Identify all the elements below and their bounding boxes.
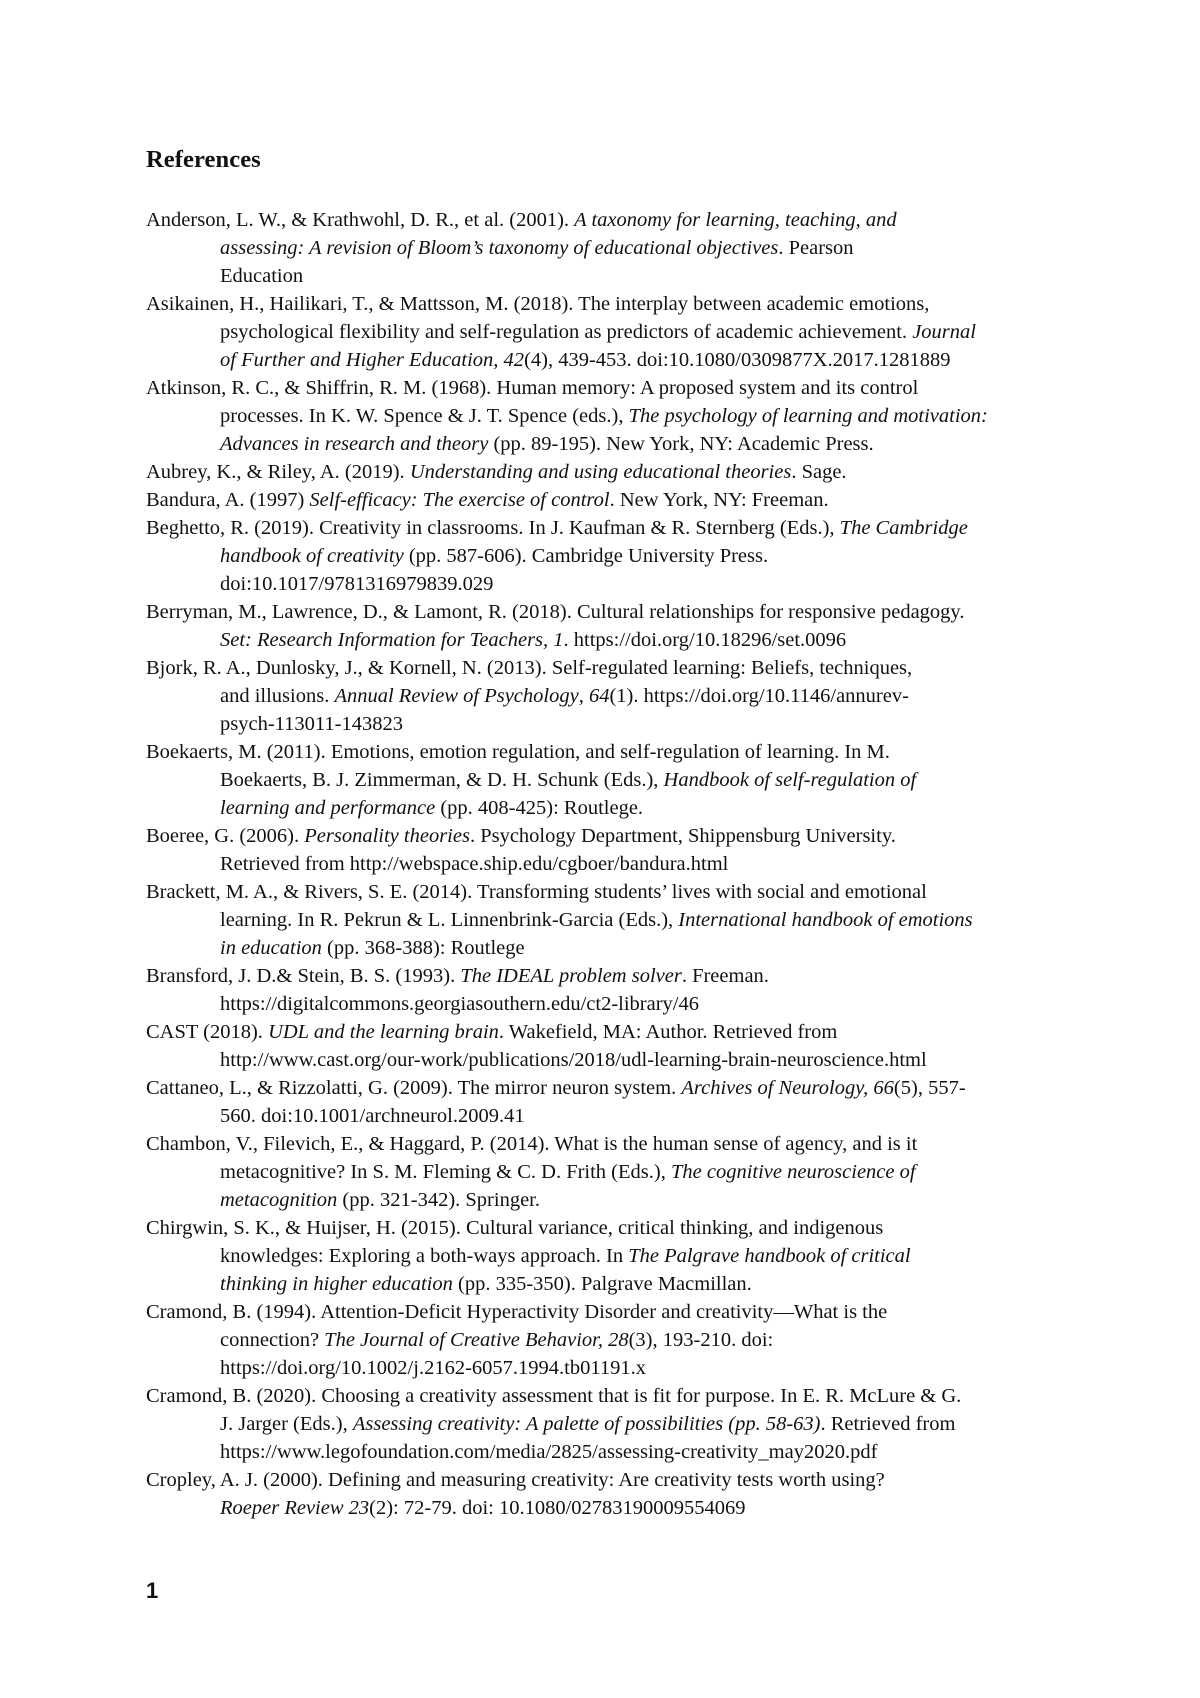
reference-entry <box>146 374 1126 458</box>
references-heading: References <box>146 146 261 173</box>
reference-line <box>220 1326 1126 1354</box>
text-run: . Freeman. <box>681 965 769 987</box>
reference-line <box>146 290 1126 318</box>
reference-entry <box>146 1382 1126 1466</box>
reference-entry <box>146 486 1126 514</box>
italic-text: Assessing creativity: A palette of possibilities (pp. 58-63) <box>352 1413 821 1435</box>
italic-text: handbook of creativity <box>220 545 404 567</box>
text-run: , <box>578 685 589 707</box>
italic-text: The psychology of learning and motivation: <box>628 405 988 427</box>
reference-line <box>146 1130 1126 1158</box>
text-run: https://doi.org/10.1002/j.2162-6057.1994.tb01191.x <box>220 1357 646 1379</box>
text-run: Retrieved from http://webspace.ship.edu/cgboer/bandura.html <box>220 853 729 875</box>
reference-line <box>220 850 1126 878</box>
reference-line <box>146 458 1126 486</box>
reference-entry <box>146 1018 1126 1074</box>
italic-text: Roeper Review 23 <box>220 1497 370 1519</box>
text-run: learning. In R. Pekrun & L. Linnenbrink-Garcia (Eds.), <box>220 909 679 931</box>
text-run: Bandura, A. (1997) <box>146 489 310 511</box>
reference-line <box>146 822 1126 850</box>
text-run: Education <box>220 265 304 287</box>
text-run: Chirgwin, S. K., & Huijser, H. (2015). Cultural variance, critical thinking, and indigenous <box>146 1217 884 1239</box>
reference-line <box>220 766 1126 794</box>
reference-line <box>146 374 1126 402</box>
reference-entry <box>146 1298 1126 1382</box>
reference-entry <box>146 1466 1126 1522</box>
text-run: J. Jarger (Eds.), <box>220 1413 353 1435</box>
text-run: Atkinson, R. C., & Shiffrin, R. M. (1968). Human memory: A proposed system and its control <box>146 377 919 399</box>
italic-text: Annual Review of Psychology <box>334 685 579 707</box>
reference-entry <box>146 1214 1126 1298</box>
italic-text: Self-efficacy: The exercise of control <box>309 489 610 511</box>
italic-text: of Further and Higher Education, 42 <box>220 349 525 371</box>
reference-entry <box>146 738 1126 822</box>
text-run: Boekaerts, M. (2011). Emotions, emotion regulation, and self-regulation of learning. In M. <box>146 741 890 763</box>
text-run: CAST (2018). <box>146 1021 269 1043</box>
reference-line <box>220 1186 1126 1214</box>
text-run: . Sage. <box>791 461 847 483</box>
reference-line <box>220 318 1126 346</box>
reference-line <box>146 878 1126 906</box>
text-run: Chambon, V., Filevich, E., & Haggard, P. (2014). What is the human sense of agency, and is it <box>146 1133 918 1155</box>
reference-line <box>146 486 1126 514</box>
reference-entry <box>146 878 1126 962</box>
text-run: connection? <box>220 1329 325 1351</box>
text-run: https://www.legofoundation.com/media/2825/assessing-creativity_may2020.pdf <box>220 1441 878 1463</box>
reference-line <box>146 1074 1126 1102</box>
reference-entry <box>146 206 1126 290</box>
reference-line <box>146 962 1126 990</box>
reference-line <box>220 1494 1126 1522</box>
reference-line <box>220 1270 1126 1298</box>
text-run: Anderson, L. W., & Krathwohl, D. R., et al. (2001). <box>146 209 575 231</box>
reference-line <box>220 1354 1126 1382</box>
text-run: Bransford, J. D.& Stein, B. S. (1993). <box>146 965 461 987</box>
reference-line <box>220 710 1126 738</box>
text-run: . Psychology Department, Shippensburg University. <box>469 825 896 847</box>
italic-text: International handbook of emotions <box>678 909 973 931</box>
reference-line <box>220 346 1126 374</box>
italic-text: The Journal of Creative Behavior, 28 <box>324 1329 629 1351</box>
reference-line <box>146 1382 1126 1410</box>
text-run: psych-113011-143823 <box>220 713 403 735</box>
reference-line <box>220 430 1126 458</box>
reference-line <box>220 1046 1126 1074</box>
text-run: Cramond, B. (2020). Choosing a creativity assessment that is fit for purpose. In E. R. McLure & G. <box>146 1385 962 1407</box>
text-run: Aubrey, K., & Riley, A. (2019). <box>146 461 410 483</box>
italic-text: The IDEAL problem solver <box>460 965 682 987</box>
text-run: Bjork, R. A., Dunlosky, J., & Kornell, N. (2013). Self-regulated learning: Beliefs, techniques, <box>146 657 913 679</box>
text-run: metacognitive? In S. M. Fleming & C. D. Frith (Eds.), <box>220 1161 671 1183</box>
reference-line <box>220 1410 1126 1438</box>
reference-line <box>146 1018 1126 1046</box>
reference-line <box>146 738 1126 766</box>
text-run: (pp. 335-350). Palgrave Macmillan. <box>452 1273 752 1295</box>
text-run: (2): 72-79. doi: 10.1080/02783190009554069 <box>369 1497 746 1519</box>
text-run: . Pearson <box>778 237 854 259</box>
text-run: . Wakefield, MA: Author. Retrieved from <box>498 1021 838 1043</box>
text-run: Cattaneo, L., & Rizzolatti, G. (2009). The mirror neuron system. <box>146 1077 682 1099</box>
reference-line <box>146 1214 1126 1242</box>
italic-text: The Palgrave handbook of critical <box>628 1245 911 1267</box>
italic-text: Set: Research Information for Teachers, 1 <box>220 629 564 651</box>
italic-text: learning and performance <box>220 797 436 819</box>
text-run: (1). https://doi.org/10.1146/annurev- <box>609 685 909 707</box>
reference-entry <box>146 1074 1126 1130</box>
reference-line <box>220 1242 1126 1270</box>
italic-text: The Cambridge <box>839 517 968 539</box>
reference-entry <box>146 1130 1126 1214</box>
reference-line <box>146 514 1126 542</box>
reference-line <box>220 1438 1126 1466</box>
reference-line <box>220 1102 1126 1130</box>
italic-text: 64 <box>588 685 610 707</box>
italic-text: UDL and the learning brain <box>268 1021 499 1043</box>
italic-text: Journal <box>912 321 976 343</box>
reference-line <box>146 654 1126 682</box>
reference-line <box>146 1298 1126 1326</box>
reference-line <box>220 570 1126 598</box>
italic-text: thinking in higher education <box>220 1273 453 1295</box>
page-number: 1 <box>146 1578 159 1603</box>
text-run: (4), 439-453. doi:10.1080/0309877X.2017.1281889 <box>524 349 951 371</box>
italic-text: Understanding and using educational theories <box>409 461 792 483</box>
text-run: . Retrieved from <box>820 1413 956 1435</box>
reference-line <box>220 626 1126 654</box>
italic-text: metacognition <box>220 1189 338 1211</box>
italic-text: Personality theories <box>304 825 470 847</box>
italic-text: Advances in research and theory <box>220 433 489 455</box>
reference-entry <box>146 290 1126 374</box>
reference-list <box>146 206 1126 1522</box>
text-run: http://www.cast.org/our-work/publications/2018/udl-learning-brain-neuroscience.html <box>220 1049 927 1071</box>
text-run: Boeree, G. (2006). <box>146 825 305 847</box>
text-run: Beghetto, R. (2019). Creativity in classrooms. In J. Kaufman & R. Sternberg (Eds.), <box>146 517 840 539</box>
text-run: (pp. 89-195). New York, NY: Academic Press. <box>488 433 874 455</box>
text-run: (pp. 408-425): Routlege. <box>435 797 644 819</box>
text-run: (pp. 321-342). Springer. <box>337 1189 540 1211</box>
text-run: (5), 557- <box>893 1077 966 1099</box>
text-run: (pp. 587-606). Cambridge University Press. <box>403 545 769 567</box>
text-run: knowledges: Exploring a both-ways approach. In <box>220 1245 629 1267</box>
italic-text: The cognitive neuroscience of <box>670 1161 916 1183</box>
text-run: . New York, NY: Freeman. <box>609 489 829 511</box>
reference-line <box>220 402 1126 430</box>
reference-entry <box>146 458 1126 486</box>
text-run: and illusions. <box>220 685 335 707</box>
reference-line <box>220 234 1126 262</box>
reference-entry <box>146 962 1126 1018</box>
text-run: (3), 193-210. doi: <box>628 1329 774 1351</box>
text-run: (pp. 368-388): Routlege <box>321 937 525 959</box>
italic-text: in education <box>220 937 322 959</box>
text-run: Berryman, M., Lawrence, D., & Lamont, R. (2018). Cultural relationships for responsive pedagogy. <box>146 601 965 623</box>
text-run: doi:10.1017/9781316979839.029 <box>220 573 494 595</box>
reference-entry <box>146 822 1126 878</box>
reference-line <box>220 906 1126 934</box>
reference-line <box>146 206 1126 234</box>
text-run: processes. In K. W. Spence & J. T. Spence (eds.), <box>220 405 629 427</box>
reference-line <box>220 934 1126 962</box>
text-run: Cramond, B. (1994). Attention-Deficit Hyperactivity Disorder and creativity—What is the <box>146 1301 888 1323</box>
text-run: Boekaerts, B. J. Zimmerman, & D. H. Schunk (Eds.), <box>220 769 664 791</box>
reference-line <box>220 682 1126 710</box>
reference-line <box>220 1158 1126 1186</box>
italic-text: assessing: A revision of Bloom’s taxonomy of educational objectives <box>220 237 779 259</box>
text-run: psychological flexibility and self-regulation as predictors of academic achievement. <box>220 321 913 343</box>
text-run: . https://doi.org/10.18296/set.0096 <box>563 629 847 651</box>
reference-line <box>220 794 1126 822</box>
reference-line <box>146 1466 1126 1494</box>
reference-line <box>220 262 1126 290</box>
text-run: 560. doi:10.1001/archneurol.2009.41 <box>220 1105 525 1127</box>
reference-entry <box>146 598 1126 654</box>
reference-line <box>146 598 1126 626</box>
italic-text: Archives of Neurology, 66 <box>681 1077 894 1099</box>
text-run: https://digitalcommons.georgiasouthern.edu/ct2-library/46 <box>220 993 700 1015</box>
reference-entry <box>146 514 1126 598</box>
text-run: Cropley, A. J. (2000). Defining and measuring creativity: Are creativity tests worth using? <box>146 1469 885 1491</box>
italic-text: A taxonomy for learning, teaching, and <box>574 209 897 231</box>
text-run: Brackett, M. A., & Rivers, S. E. (2014). Transforming students’ lives with social and emotional <box>146 881 927 903</box>
italic-text: Handbook of self-regulation of <box>663 769 917 791</box>
reference-entry <box>146 654 1126 738</box>
reference-line <box>220 990 1126 1018</box>
reference-line <box>220 542 1126 570</box>
text-run: Asikainen, H., Hailikari, T., & Mattsson, M. (2018). The interplay between academic emotions, <box>146 293 930 315</box>
